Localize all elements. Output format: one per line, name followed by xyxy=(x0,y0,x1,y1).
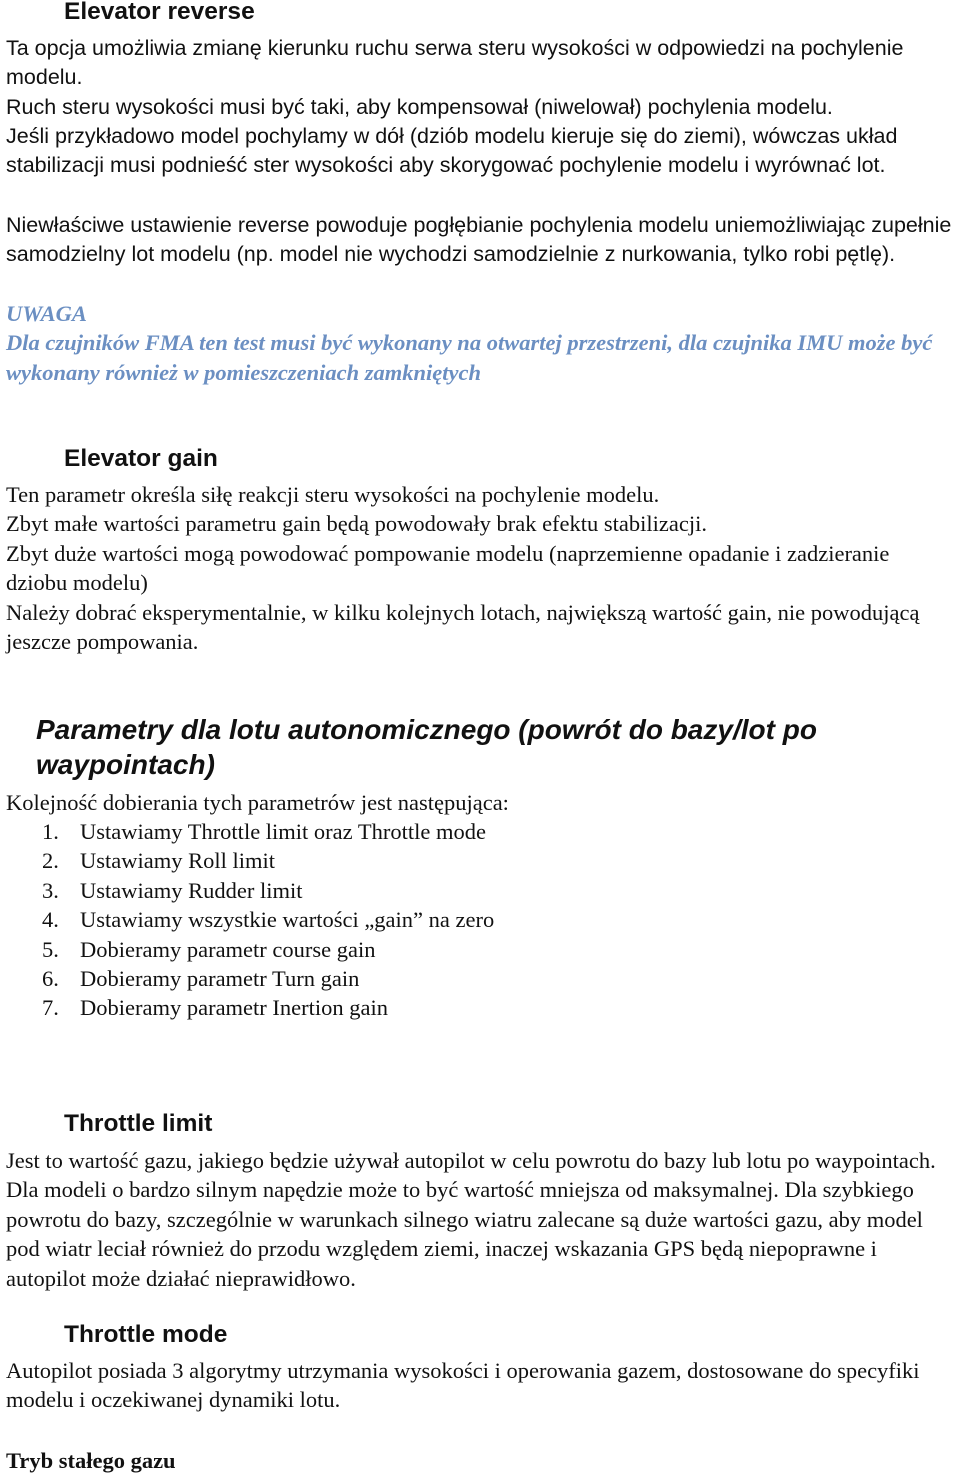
list-item-text: Dobieramy parametr Inertion gain xyxy=(80,995,389,1021)
autonomous-intro: Kolejność dobierania tych parametrów jest następująca: xyxy=(6,790,509,815)
list-item xyxy=(0,876,494,905)
elevator-gain-paragraph-3: Zbyt duże wartości mogą powodować pompowanie modelu (naprzemienne opadanie i zadzieranie dziobu modelu) xyxy=(6,541,890,596)
list-item-text: Ustawiamy Rudder limit xyxy=(80,877,303,903)
throttle-limit-paragraph: Jest to wartość gazu, jakiego będzie używał autopilot w celu powrotu do bazy lub lotu po waypointach. Dla modeli o bardzo silnym napędzie może to być wartość mniejsza od maksymalnej. Dla szybkiego powrotu do bazy, szczególnie w warunkach silnego wiatru zalecane są duże wartości gazu, aby model pod wiatr leciał również do przodu względem ziemi, inaczej wskazania GPS będą niepoprawne i autopilot może działać nieprawidłowo. xyxy=(6,1148,936,1291)
elevator-reverse-paragraph-2: Ruch steru wysokości musi być taki, aby kompensował (niwelował) pochylenia modelu. xyxy=(6,95,833,119)
list-item xyxy=(0,905,494,934)
list-item-number: 3. xyxy=(42,877,59,903)
autonomous-heading-line-1: Parametry dla lotu autonomicznego (powrót do bazy/lot po xyxy=(36,714,817,745)
section-heading-throttle-limit: Throttle limit xyxy=(64,1110,213,1137)
warning-note xyxy=(6,299,956,387)
list-item-text: Ustawiamy Roll limit xyxy=(80,848,275,874)
parameter-order-list xyxy=(0,817,494,1023)
list-item-number: 1. xyxy=(42,819,59,844)
section-heading-autonomous-flight xyxy=(36,712,930,782)
list-item xyxy=(0,964,494,993)
list-item xyxy=(0,846,494,875)
list-item-number: 4. xyxy=(42,907,59,933)
list-item xyxy=(0,993,494,1022)
elevator-gain-paragraph-1: Ten parametr określa siłę reakcji steru wysokości na pochylenie modelu. xyxy=(6,482,660,507)
list-item xyxy=(0,935,494,964)
subsection-heading-constant-throttle: Tryb stałego gazu xyxy=(6,1448,176,1473)
warning-note-text: Dla czujników FMA ten test musi być wykonany na otwartej przestrzeni, dla czujnika IMU może być wykonany również w pomieszczeniach zamkniętych xyxy=(6,330,933,385)
throttle-mode-paragraph: Autopilot posiada 3 algorytmy utrzymania wysokości i operowania gazem, dostosowane do specyfiki modelu i oczekiwanej dynamiki lotu. xyxy=(6,1358,920,1413)
elevator-gain-paragraph-2: Zbyt małe wartości parametru gain będą powodowały brak efektu stabilizacji. xyxy=(6,511,707,536)
section-heading-elevator-gain: Elevator gain xyxy=(64,445,218,472)
list-item-text: Dobieramy parametr course gain xyxy=(80,936,376,962)
autonomous-heading-line-2: waypointach) xyxy=(36,749,215,780)
section-heading-elevator-reverse: Elevator reverse xyxy=(64,0,255,25)
list-item-number: 6. xyxy=(42,966,59,992)
elevator-reverse-paragraph-3: Jeśli przykładowo model pochylamy w dół (dziób modelu kieruje się do ziemi), wówczas układ stabilizacji musi podnieść ster wysokości aby skorygować pochylenie modelu i wyrównać lot. xyxy=(6,124,898,178)
list-item-number: 5. xyxy=(42,936,59,962)
warning-note-title: UWAGA xyxy=(6,301,87,326)
list-item-text: Ustawiamy Throttle limit oraz Throttle mode xyxy=(80,819,486,844)
list-item xyxy=(0,817,494,846)
elevator-reverse-paragraph-4: Niewłaściwe ustawienie reverse powoduje pogłębianie pochylenia modelu uniemożliwiając zupełnie samodzielny lot modelu (np. model nie wychodzi samodzielnie z nurkowania, tylko robi pętlę). xyxy=(6,213,952,267)
list-item-text: Dobieramy parametr Turn gain xyxy=(80,966,360,992)
elevator-reverse-paragraph-1: Ta opcja umożliwia zmianę kierunku ruchu serwa steru wysokości w odpowiedzi na pochylenie modelu. xyxy=(6,36,904,90)
list-item-number: 7. xyxy=(42,995,59,1021)
section-heading-throttle-mode: Throttle mode xyxy=(64,1321,228,1348)
list-item-number: 2. xyxy=(42,848,59,874)
elevator-gain-paragraph-4: Należy dobrać eksperymentalnie, w kilku kolejnych lotach, największą wartość gain, nie powodującą jeszcze pompowania. xyxy=(6,600,920,655)
list-item-text: Ustawiamy wszystkie wartości „gain” na zero xyxy=(80,907,495,933)
